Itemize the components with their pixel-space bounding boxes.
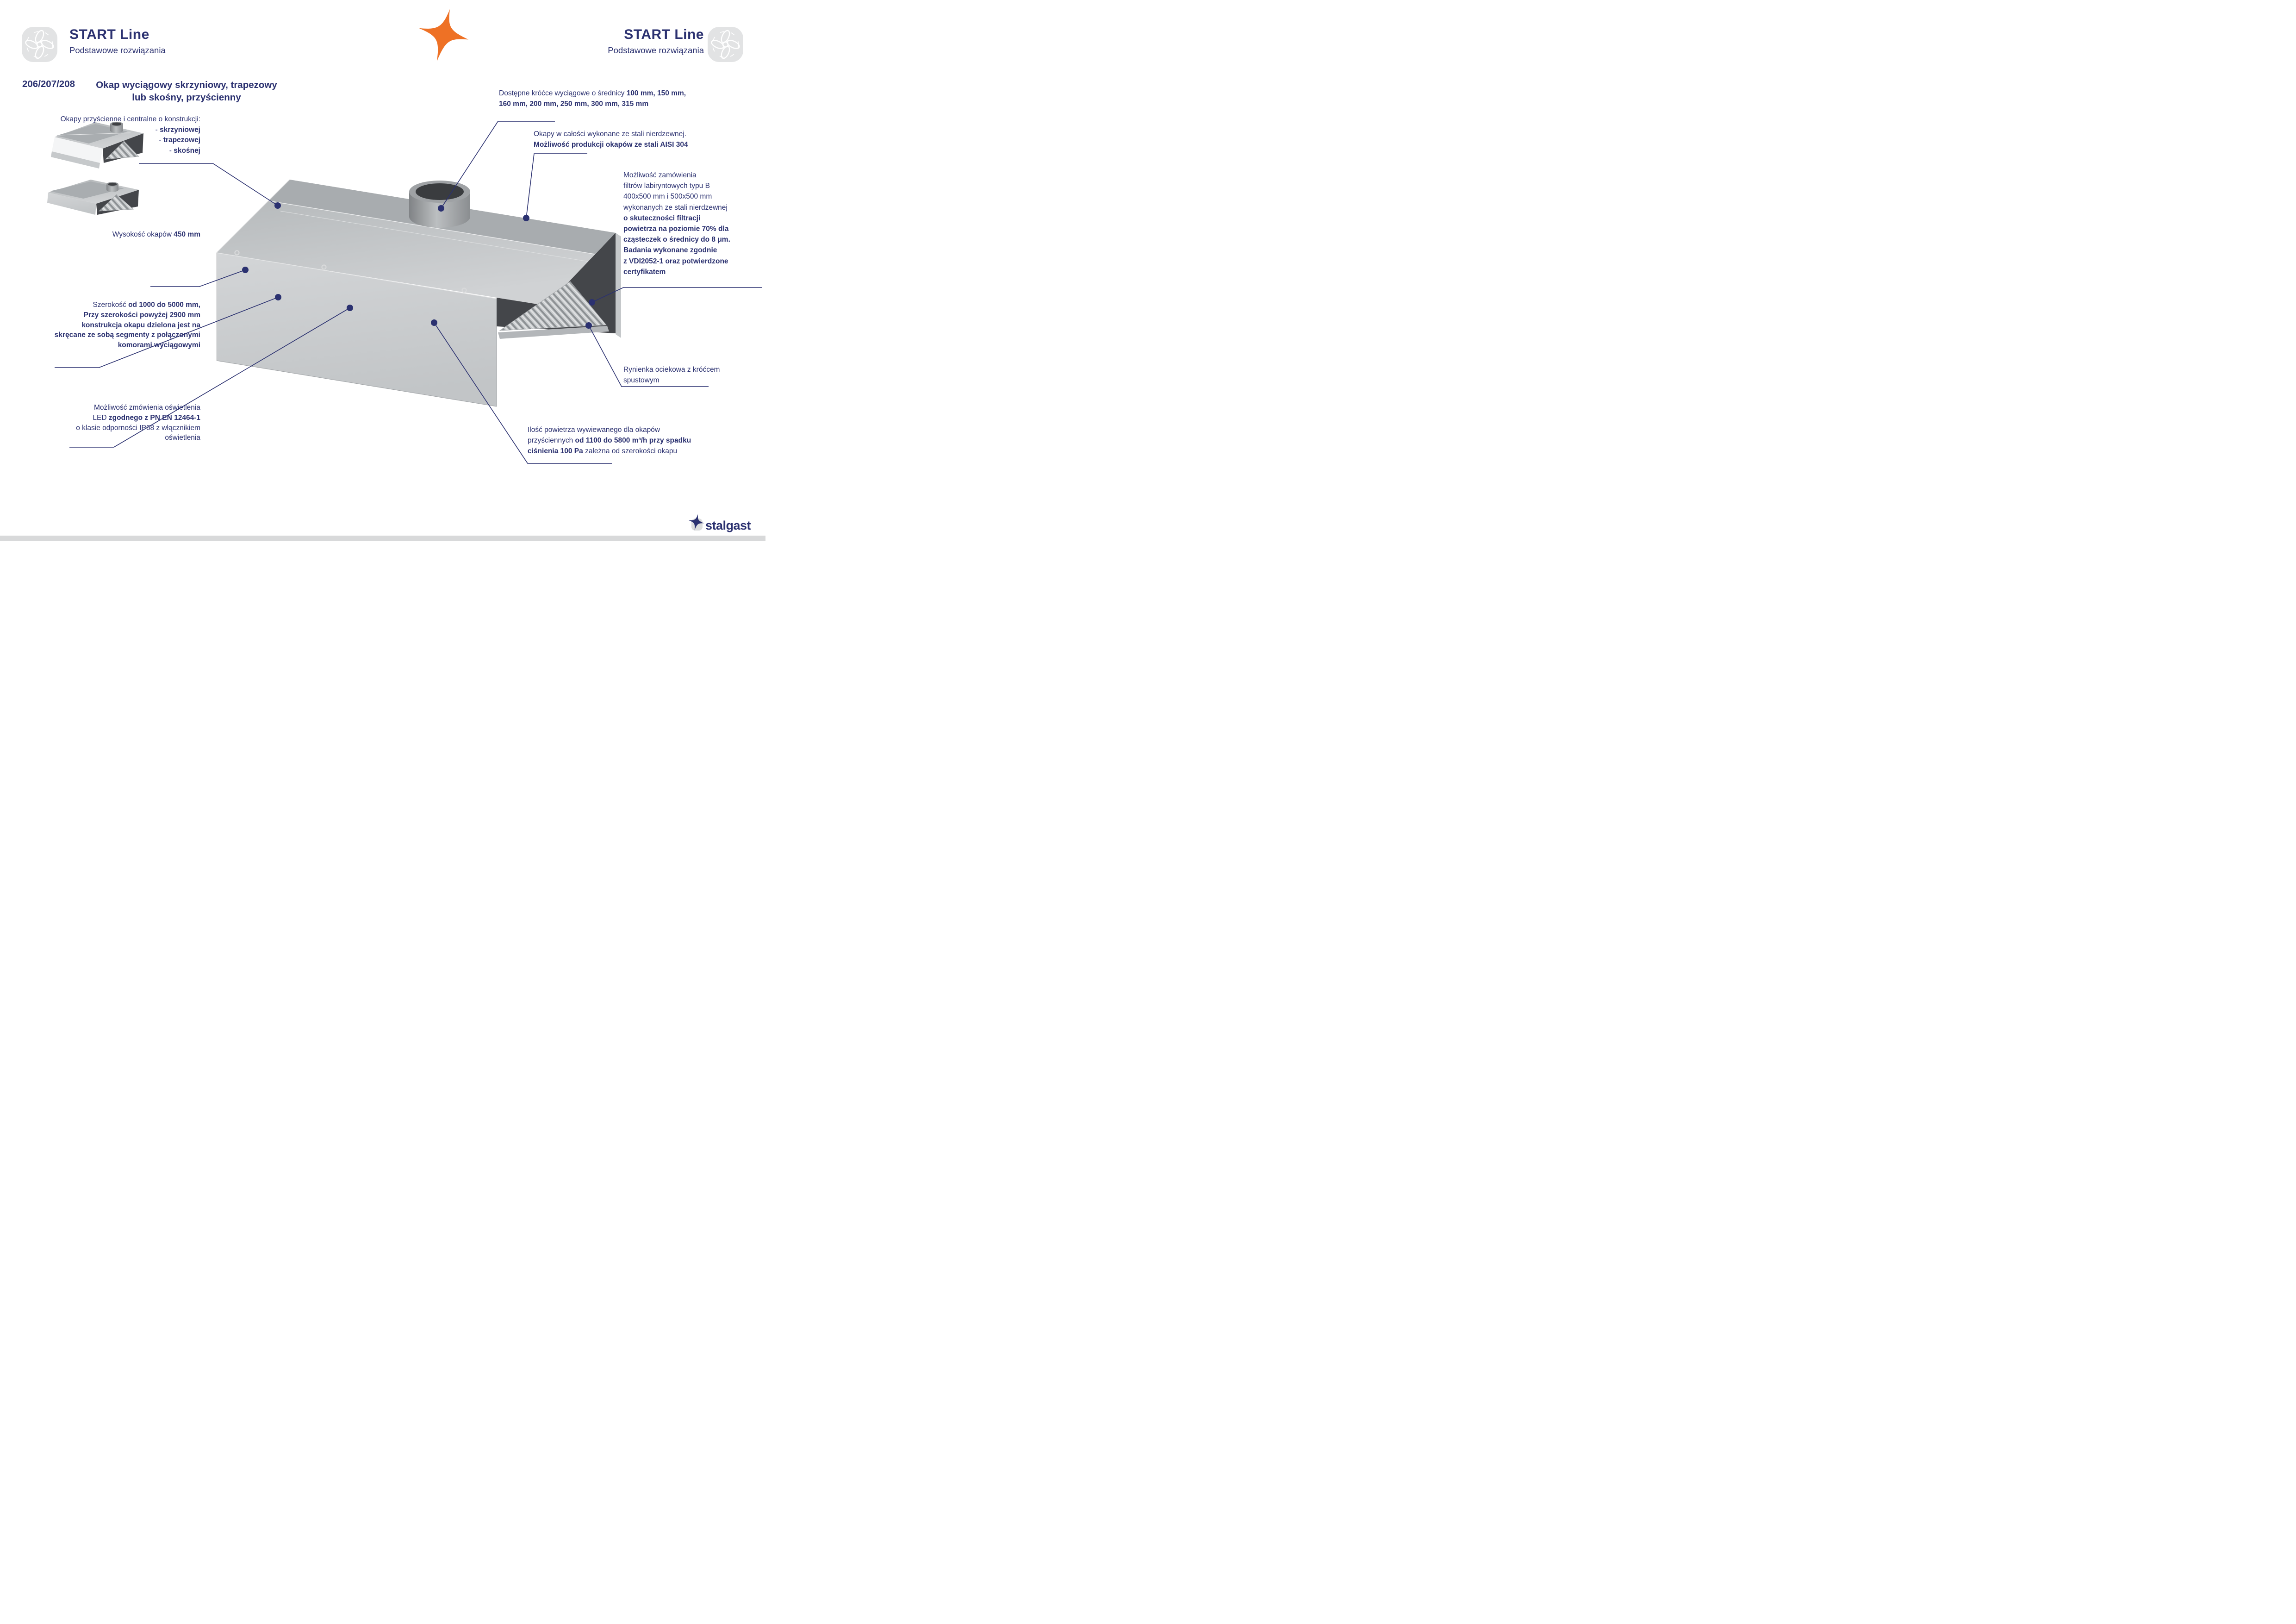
annotation-line: Dostępne króćce wyciągowe o średnicy 100 mm, 150 mm, bbox=[499, 89, 686, 97]
stalgast-logo bbox=[687, 512, 751, 532]
callout-dot bbox=[438, 205, 444, 212]
page-title: START Line bbox=[624, 27, 704, 42]
annotation-line: - skrzyniowej bbox=[155, 125, 200, 134]
annotation-line: Rynienka ociekowa z króćcem bbox=[623, 366, 720, 374]
annotation-aisi bbox=[534, 129, 728, 150]
annotation-line: o klasie odporności IP68 z włącznikiem bbox=[76, 424, 200, 432]
annotation-line: Okapy w całości wykonane ze stali nierdzewnej. bbox=[534, 130, 686, 138]
fan-icon bbox=[708, 27, 743, 62]
product-title-line1: Okap wyciągowy skrzyniowy, trapezowy bbox=[96, 80, 277, 90]
duct-collar bbox=[409, 181, 470, 228]
annotation-line: Możliwość produkcji okapów ze stali AISI 304 bbox=[534, 141, 688, 149]
annotation-line: 160 mm, 200 mm, 250 mm, 300 mm, 315 mm bbox=[499, 100, 649, 108]
product-code: 206/207/208 bbox=[22, 79, 75, 89]
annotation-line: Możliwość zamówienia bbox=[623, 171, 697, 179]
callout-dot bbox=[274, 202, 281, 209]
annotation-line: Możliwość zmówienia oświetlenia bbox=[93, 404, 200, 412]
annotation-line: LED zgodnego z PN EN 12464-1 bbox=[93, 413, 200, 422]
annotation-line: konstrukcja okapu dzielona jest na bbox=[81, 321, 200, 329]
callout-dot bbox=[242, 267, 249, 273]
annotation-line: o skuteczności filtracji bbox=[623, 214, 701, 222]
annotation-line: certyfikatem bbox=[623, 268, 666, 276]
annotation-line: skręcane ze sobą segmenty z połączonymi bbox=[54, 331, 200, 339]
annotation-ilosc bbox=[528, 425, 740, 456]
annotation-dostepne bbox=[499, 88, 721, 109]
annotation-line: ciśnienia 100 Pa zależna od szerokości okapu bbox=[528, 447, 678, 455]
annotation-line: Badania wykonane zgodnie bbox=[623, 246, 717, 255]
product-title-line2: lub skośny, przyścienny bbox=[132, 92, 241, 103]
annotation-line: - skośnej bbox=[169, 146, 200, 155]
main-hood-illustration bbox=[217, 180, 621, 406]
callout-dot bbox=[523, 215, 529, 221]
footer-bar bbox=[0, 536, 765, 541]
stalgast-wordmark: stalgast bbox=[705, 518, 751, 532]
annotation-rynienka bbox=[623, 364, 762, 386]
annotation-filtry bbox=[623, 170, 767, 277]
annotation-line: przyściennych od 1100 do 5800 m³/h przy spadku bbox=[528, 437, 691, 444]
header-right bbox=[608, 27, 704, 56]
callout-dot bbox=[275, 294, 281, 300]
callout-dot bbox=[585, 322, 592, 329]
leader-konstrukcja bbox=[139, 163, 278, 206]
annotation-line: komorami wyciągowymi bbox=[118, 341, 200, 350]
leader-aisi bbox=[526, 154, 587, 218]
annotation-line: oświetlenia bbox=[165, 434, 200, 442]
annotation-konstrukcja bbox=[6, 114, 200, 156]
annotation-line: Okapy przyścienne i centralne o konstrukcji: bbox=[60, 115, 200, 123]
page-title: START Line bbox=[69, 27, 149, 42]
fan-icon bbox=[22, 27, 57, 62]
annotation-line: powietrza na poziomie 70% dla bbox=[623, 225, 729, 233]
annotation-line: Ilość powietrza wywiewanego dla okapów bbox=[528, 426, 660, 434]
annotation-line: Przy szerokości powyżej 2900 mm bbox=[83, 311, 200, 319]
callout-dot bbox=[589, 299, 595, 306]
annotation-szerokosc bbox=[0, 300, 200, 350]
small-hood-slanted-illustration bbox=[47, 180, 139, 215]
product-title bbox=[82, 79, 291, 104]
annotation-line: Szerokość od 1000 do 5000 mm, bbox=[93, 301, 200, 309]
annotation-line: spustowym bbox=[623, 376, 660, 384]
annotation-line: z VDI2052-1 oraz potwierdzone bbox=[623, 257, 728, 265]
annotation-line: filtrów labiryntowych typu B bbox=[623, 182, 710, 190]
callout-dot bbox=[431, 319, 437, 326]
annotation-line: 400x500 mm i 500x500 mm bbox=[623, 193, 712, 201]
brand-star-icon bbox=[412, 3, 475, 67]
annotation-line: Wysokość okapów 450 mm bbox=[112, 231, 200, 238]
header-left bbox=[69, 27, 166, 56]
annotation-wysokosc bbox=[6, 230, 200, 240]
callout-dot bbox=[347, 305, 353, 311]
annotation-led bbox=[6, 403, 200, 443]
annotation-line: wykonanych ze stali nierdzewnej bbox=[623, 203, 728, 212]
annotation-line: - trapezowej bbox=[159, 136, 200, 144]
page-subtitle: Podstawowe rozwiązania bbox=[69, 45, 166, 55]
annotation-line: cząsteczek o średnicy do 8 μm. bbox=[623, 236, 730, 244]
page-subtitle: Podstawowe rozwiązania bbox=[608, 45, 704, 55]
